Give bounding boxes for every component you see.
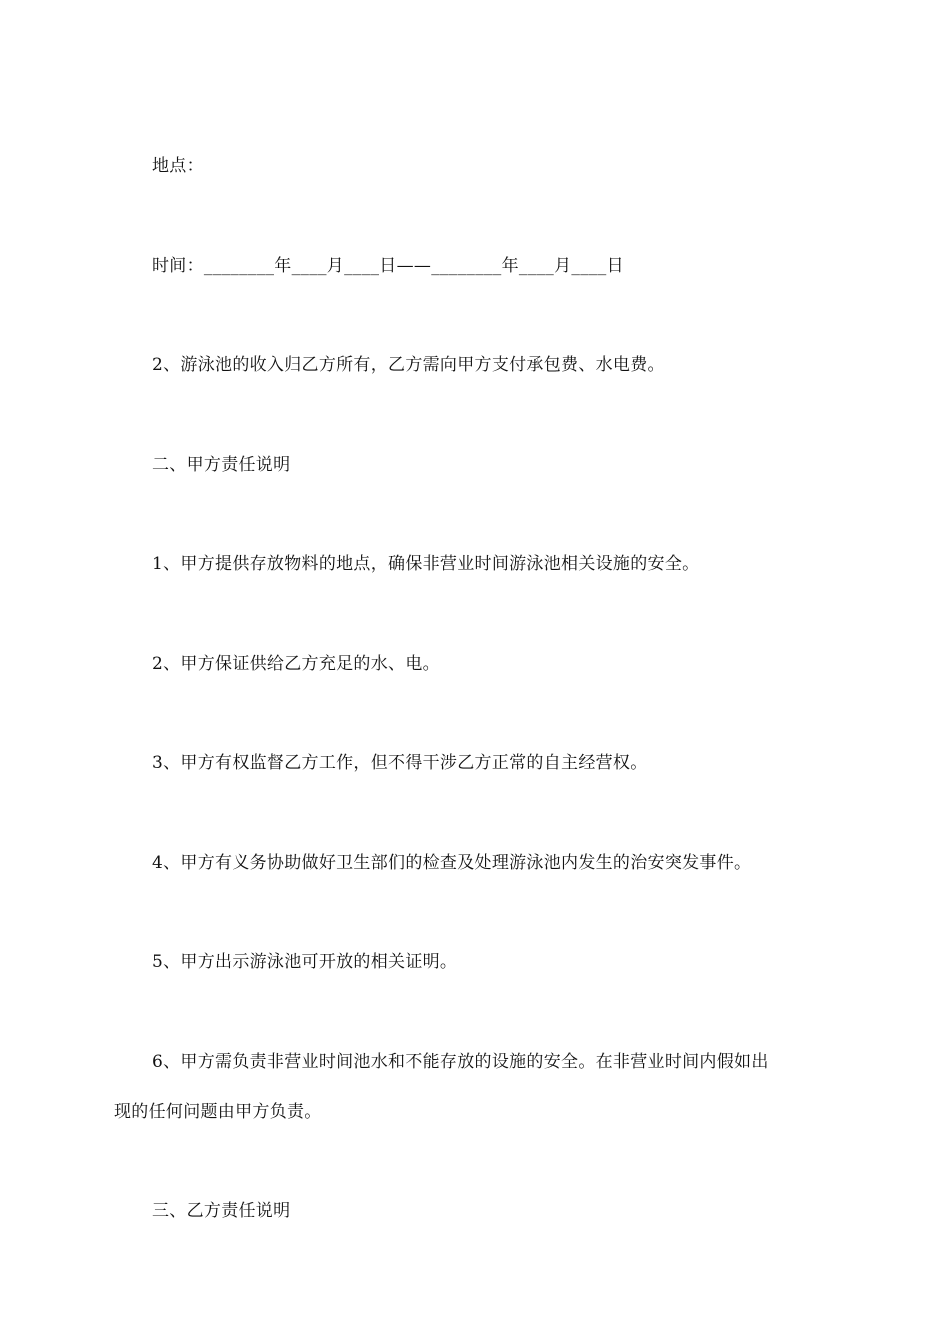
clause-a-2: 2、甲方保证供给乙方充足的水、电。 [152, 654, 440, 674]
section-heading-party-a: 二、甲方责任说明 [152, 455, 291, 475]
section-heading-party-b: 三、乙方责任说明 [152, 1201, 291, 1221]
time-line: 时间：________年____月____日——________年____月____日 [152, 256, 624, 276]
clause-a-3: 3、甲方有权监督乙方工作，但不得干涉乙方正常的自主经营权。 [152, 753, 648, 773]
clause-a-1: 1、甲方提供存放物料的地点，确保非营业时间游泳池相关设施的安全。 [152, 554, 700, 574]
clause-a-5: 5、甲方出示游泳池可开放的相关证明。 [152, 952, 458, 972]
clause-income: 2、游泳池的收入归乙方所有，乙方需向甲方支付承包费、水电费。 [152, 355, 665, 375]
clause-a-6-continued: 现的任何问题由甲方负责。 [114, 1102, 322, 1122]
location-line: 地点： [152, 156, 204, 176]
clause-a-4: 4、甲方有义务协助做好卫生部们的检查及处理游泳池内发生的治安突发事件。 [152, 853, 752, 873]
clause-a-6: 6、甲方需负责非营业时间池水和不能存放的设施的安全。在非营业时间内假如出 [152, 1052, 769, 1072]
